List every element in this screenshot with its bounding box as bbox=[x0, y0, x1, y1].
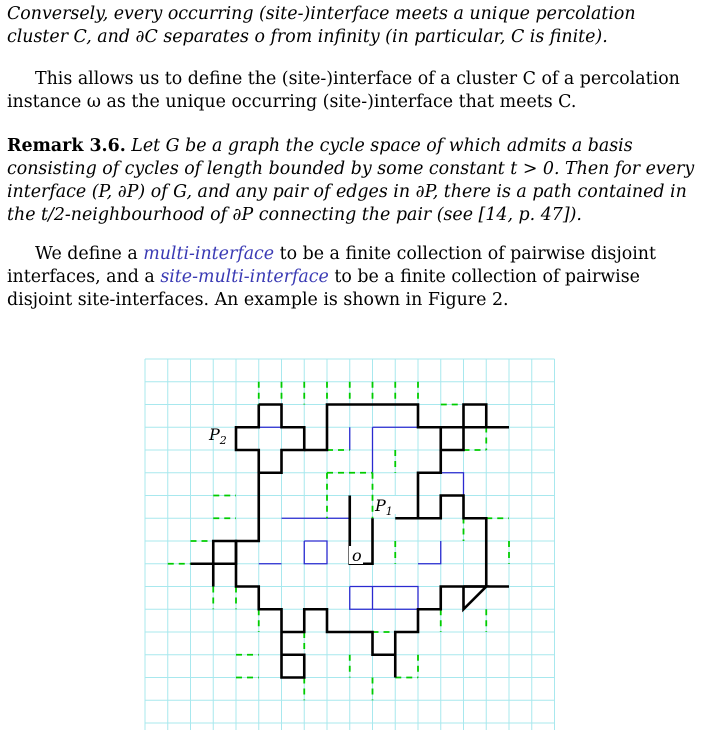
paragraph-multi-interface bbox=[7, 243, 695, 312]
para4-part2: to be a finite collection of pairwise disjoint interfaces, and a bbox=[7, 244, 656, 287]
term-site-multi-interface: site-multi-interface bbox=[160, 267, 329, 287]
inner-edges bbox=[259, 405, 464, 610]
interface-path bbox=[191, 541, 237, 587]
interface-path bbox=[236, 405, 259, 473]
remark-3-6 bbox=[7, 135, 695, 227]
remark-text: Let G be a graph the cycle space of which admits a basis consisting of cycles of length bounded by some constant t > 0. Then for every interface (P, ∂P) of G, and any pair of edges in ∂P, there is a path contained in the t/2-neighbourhood of ∂P connecting the pair (see [14, p. 47]). bbox=[7, 136, 695, 225]
inner-edge bbox=[304, 541, 327, 564]
label-p1: $P_1$ bbox=[375, 496, 393, 518]
para4-part1: We define a bbox=[35, 244, 144, 264]
remark-label: Remark 3.6. bbox=[7, 136, 126, 156]
term-multi-interface: multi-interface bbox=[143, 244, 275, 264]
inner-edge bbox=[350, 587, 418, 610]
paragraph-define-interface: This allows us to define the (site-)interface of a cluster C of a percolation instance ω as the unique occurring (site-)interface that meets C. bbox=[7, 69, 680, 112]
figure-multi-interface bbox=[140, 356, 560, 730]
label-origin: o bbox=[352, 546, 362, 565]
inner-edge bbox=[418, 541, 441, 564]
inner-edge bbox=[259, 405, 282, 428]
para4-part3: to be a finite collection of pairwise disjoint site-interfaces. An example is shown in Figure 2. bbox=[7, 267, 640, 310]
label-p2: $P_2$ bbox=[209, 425, 227, 447]
paragraph-conversely: Conversely, every occurring (site-)interface meets a unique percolation cluster C, and ∂C separates o from infinity (in particular, C is finite). bbox=[7, 4, 636, 47]
